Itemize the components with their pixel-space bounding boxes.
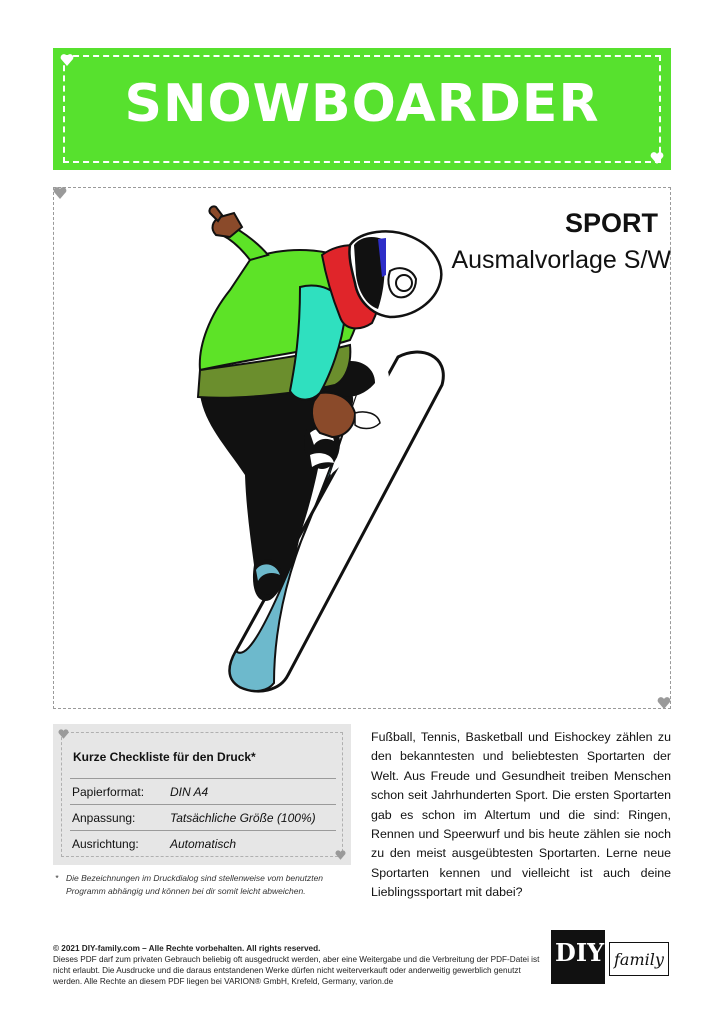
- checklist-row: [70, 804, 336, 831]
- heart-icon: [58, 729, 69, 739]
- copyright-title: © 2021 DIY-family.com – Alle Rechte vorbehalten. All rights reserved.: [53, 944, 321, 953]
- category-subtitle: Ausmalvorlage S/W: [451, 246, 671, 274]
- checklist-key: Anpassung:: [72, 811, 136, 825]
- footnote-marker: *: [55, 873, 59, 883]
- category-title: SPORT: [564, 208, 658, 238]
- checklist-title: Kurze Checkliste für den Druck*: [73, 750, 256, 764]
- checklist-row: [70, 830, 336, 857]
- logo-diy-text: DIY: [555, 938, 605, 967]
- heart-icon: [53, 187, 67, 199]
- copyright-text: Dieses PDF darf zum privaten Gebrauch beliebig oft ausgedruckt werden, aber eine Weitergabe und die Verbreitung der PDF-Datei ist nicht erlaubt. Die Ausdrucke und die daraus entstandenen Werke dürfen nicht weiterverkauft oder anderweitig gewerblich genutzt werden. Alle Rechte an diesem PDF liegen bei VARION® GmbH, Krefeld, Germany, varion.de: [53, 955, 540, 986]
- diy-family-logo: [551, 930, 672, 984]
- checklist-key: Papierformat:: [72, 785, 145, 799]
- checklist-key: Ausrichtung:: [72, 837, 139, 851]
- heart-icon: [650, 152, 664, 164]
- logo-family-text: family: [614, 950, 664, 969]
- checklist-row: [70, 778, 336, 805]
- checklist-value: Automatisch: [170, 837, 237, 851]
- heart-icon: [335, 850, 346, 860]
- checklist-value: Tatsächliche Größe (100%): [170, 811, 316, 825]
- copyright-notice: [53, 943, 543, 987]
- title-banner: [53, 48, 671, 170]
- description-text: Fußball, Tennis, Basketball und Eishockey zählen zu den bekanntesten und beliebtesten Sportarten der Welt. Aus Freude und Gesundheit treiben Menschen schon seit Jahrhunderten Sport. Die ersten Sportarten gab es schon im Altertum und die sind: Ringen, Rennen und Speerwurf und bis heute zählen sie noch zu den meist ausgeübtesten Sportarten. Lerne neue Sportarten kennen und vielleicht ist auch deine Lieblingssportart mit dabei?: [371, 730, 671, 900]
- checklist-value: DIN A4: [170, 785, 209, 799]
- heart-icon: [60, 54, 74, 66]
- logo-family-block: [609, 942, 669, 976]
- footnote-text: Die Bezeichnungen im Druckdialog sind stellenweise vom benutzten Programm abhängig und können bei dir somit leicht abweichen.: [66, 873, 324, 896]
- heart-icon: [657, 697, 671, 709]
- page-title: SNOWBOARDER: [124, 74, 600, 134]
- snowboarder-illustration: [150, 205, 460, 695]
- logo-diy-block: [551, 930, 605, 984]
- footnote: [55, 872, 355, 898]
- print-checklist: [53, 724, 351, 865]
